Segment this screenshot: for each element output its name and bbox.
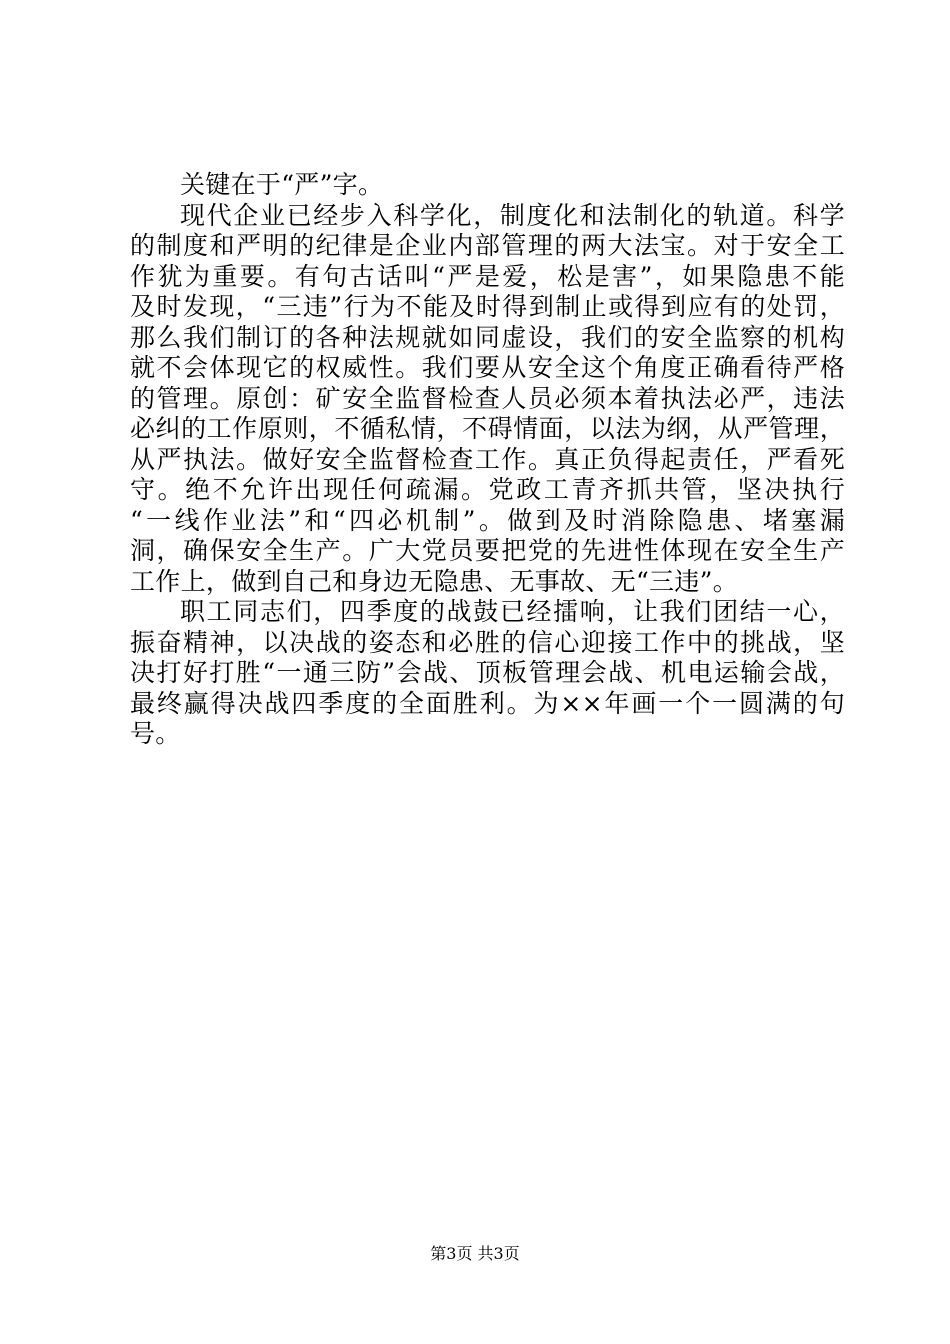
paragraph-2-line-8: 必纠的工作原则，不循私情，不碍情面，以法为纲，从严管理， xyxy=(130,414,845,443)
page-footer xyxy=(0,1244,950,1264)
paragraph-2-line-2: 的制度和严明的纪律是企业内部管理的两大法宝。对于安全工 xyxy=(130,231,845,260)
paragraph-3-line-1: 职工同志们，四季度的战鼓已经擂响，让我们团结一心， xyxy=(180,597,845,626)
paragraph-2-line-4: 及时发现，“三违”行为不能及时得到制止或得到应有的处罚， xyxy=(130,292,845,321)
paragraph-2-line-3: 作犹为重要。有句古话叫“严是爱，松是害”，如果隐患不能 xyxy=(130,261,845,291)
paragraph-2-line-1: 现代企业已经步入科学化，制度化和法制化的轨道。科学 xyxy=(180,200,845,230)
page-number-label: 第3页 共3页 xyxy=(430,1244,520,1263)
paragraph-2-line-7: 的管理。原创：矿安全监督检查人员必须本着执法必严，违法 xyxy=(130,383,845,413)
paragraph-2-line-10: 守。绝不允许出现任何疏漏。党政工青齐抓共管，坚决执行 xyxy=(130,475,845,504)
paragraph-3-line-4: 最终赢得决战四季度的全面胜利。为××年画一个一圆满的句 xyxy=(130,688,845,718)
paragraph-3-line-3: 决打好打胜“一通三防”会战、顶板管理会战、机电运输会战， xyxy=(130,658,845,687)
paragraph-2-line-13: 工作上，做到自己和身边无隐患、无事故、无“三违”。 xyxy=(130,566,739,596)
paragraph-2-line-9: 从严执法。做好安全监督检查工作。真正负得起责任，严看死 xyxy=(130,444,845,474)
paragraph-2-line-6: 就不会体现它的权威性。我们要从安全这个角度正确看待严格 xyxy=(130,353,845,382)
paragraph-1-line-1: 关键在于“严”字。 xyxy=(180,170,384,199)
paragraph-2-line-12: 洞，确保安全生产。广大党员要把党的先进性体现在安全生产 xyxy=(130,536,845,565)
paragraph-2-line-11: “一线作业法”和“四必机制”。做到及时消除隐患、堵塞漏 xyxy=(130,505,845,535)
paragraph-2-line-5: 那么我们制订的各种法规就如同虚设，我们的安全监察的机构 xyxy=(130,322,845,352)
body-text xyxy=(130,170,845,750)
paragraph-3-line-2: 振奋精神，以决战的姿态和必胜的信心迎接工作中的挑战，坚 xyxy=(130,627,845,657)
paragraph-3-line-5: 号。 xyxy=(130,719,181,748)
